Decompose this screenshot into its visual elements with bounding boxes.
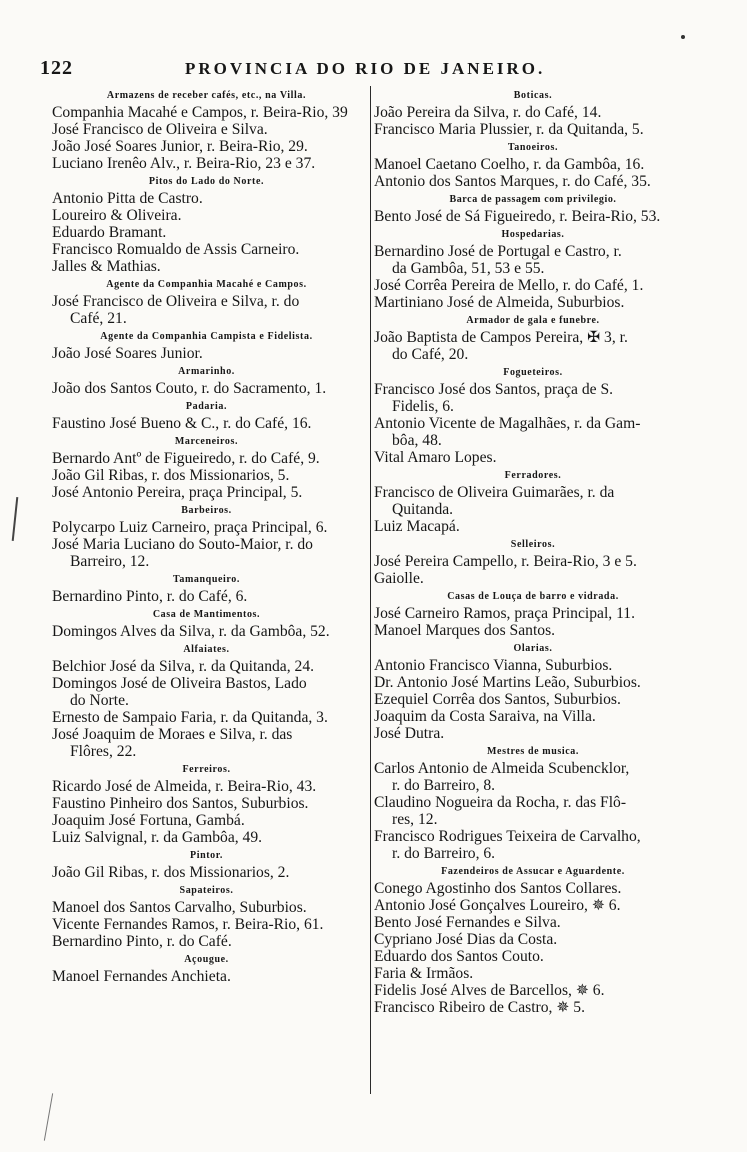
directory-entry [374, 570, 692, 587]
directory-entry [374, 243, 692, 277]
entry-text: Conego Agostinho dos Santos Collares. [374, 880, 622, 897]
section-heading: Barbeiros. [181, 505, 232, 516]
directory-entry [374, 657, 692, 674]
entry-text: Dr. Antonio José Martins Leão, Suburbios. [374, 674, 641, 691]
directory-entry [374, 553, 692, 570]
entry-text: José Carneiro Ramos, praça Principal, 11. [374, 605, 635, 622]
entry-text: Luiz Salvignal, r. da Gambôa, 49. [52, 829, 263, 846]
directory-entry [52, 484, 367, 501]
entry-text: Polycarpo Luiz Carneiro, praça Principal, 6. [52, 519, 328, 536]
entry-text: João dos Santos Couto, r. do Sacramento, 1. [52, 380, 327, 397]
directory-entry [52, 467, 367, 484]
directory-entry [374, 948, 692, 965]
directory-entry [374, 173, 692, 190]
directory-entry [374, 484, 692, 518]
entry-text: Manoel dos Santos Carvalho, Suburbios. [52, 899, 307, 916]
directory-entry [374, 294, 692, 311]
directory-entry [52, 829, 367, 846]
column-rule [370, 86, 371, 1094]
entry-text: João Baptista de Campos Pereira, ✠ 3, r. [374, 329, 628, 346]
entry-continuation: da Gambôa, 51, 53 e 55. [392, 260, 545, 277]
entry-text: Manoel Marques dos Santos. [374, 622, 556, 639]
directory-entry [52, 778, 367, 795]
section-heading: Casa de Mantimentos. [152, 609, 261, 620]
directory-entry [374, 449, 692, 466]
directory-entry [52, 658, 367, 675]
entry-text: Joaquim da Costa Saraiva, na Villa. [374, 708, 596, 725]
entry-text: Carlos Antonio de Almeida Scubencklor, [374, 760, 630, 777]
entry-text: Belchior José da Silva, r. da Quitanda, 24. [52, 658, 315, 675]
entry-text: José Francisco de Oliveira e Silva, r. do [52, 293, 300, 310]
directory-entry [52, 293, 367, 327]
entry-continuation: Café, 21. [70, 310, 127, 327]
entry-continuation: Flôres, 22. [70, 743, 137, 760]
directory-entry [374, 931, 692, 948]
directory-entry [374, 965, 692, 982]
entry-text: João José Soares Junior, r. Beira-Rio, 29. [52, 138, 308, 155]
directory-entry [52, 899, 367, 916]
ink-speck [681, 35, 685, 39]
entry-text: Ezequiel Corrêa dos Santos, Suburbios. [374, 691, 621, 708]
section-heading: Açougue. [184, 954, 229, 965]
entry-text: Joaquim José Fortuna, Gambá. [52, 812, 245, 829]
entry-text: João Pereira da Silva, r. do Café, 14. [374, 104, 602, 121]
directory-entry [52, 258, 367, 275]
entry-continuation: res, 12. [392, 811, 438, 828]
section-heading: Fogueteiros. [503, 367, 563, 378]
entry-text: Francisco Ribeiro de Castro, ✵ 5. [374, 999, 585, 1016]
entry-text: Faria & Irmãos. [374, 965, 474, 982]
section-heading: Hospedarias. [501, 229, 565, 240]
section-heading: Padaria. [185, 401, 228, 412]
directory-entry [374, 208, 692, 225]
entry-text: José Maria Luciano do Souto-Maior, r. do [52, 536, 313, 553]
entry-text: Vicente Fernandes Ramos, r. Beira-Rio, 61. [52, 916, 324, 933]
margin-ink-mark [12, 497, 19, 541]
entry-text: Companhia Macahé e Campos, r. Beira-Rio, 39 [52, 104, 348, 121]
section-heading: Armador de gala e funebre. [466, 315, 600, 326]
section-heading: Selleiros. [510, 539, 556, 550]
entry-text: Loureiro & Oliveira. [52, 207, 182, 224]
entry-text: José Antonio Pereira, praça Principal, 5. [52, 484, 303, 501]
section-heading: Olarias. [513, 643, 553, 654]
section-heading: Ferreiros. [182, 764, 231, 775]
directory-entry [52, 190, 367, 207]
entry-text: Martiniano José de Almeida, Suburbios. [374, 294, 625, 311]
directory-entry [52, 588, 367, 605]
directory-entry [52, 241, 367, 258]
entry-text: Claudino Nogueira da Rocha, r. das Flô- [374, 794, 627, 811]
directory-entry [374, 121, 692, 138]
entry-text: João José Soares Junior. [52, 345, 203, 362]
section-heading: Pitos do Lado do Norte. [148, 176, 265, 187]
entry-continuation: bôa, 48. [392, 432, 442, 449]
directory-entry [52, 155, 367, 172]
directory-entry [52, 726, 367, 760]
entry-text: Faustino Pinheiro dos Santos, Suburbios. [52, 795, 309, 812]
directory-entry [52, 675, 367, 709]
entry-text: Ricardo José de Almeida, r. Beira-Rio, 43. [52, 778, 317, 795]
directory-entry [52, 536, 367, 570]
entry-text: Luciano Irenêo Alv., r. Beira-Rio, 23 e 37. [52, 155, 316, 172]
directory-entry [374, 518, 692, 535]
entry-text: Luiz Macapá. [374, 518, 460, 535]
directory-entry [52, 207, 367, 224]
entry-continuation: Quitanda. [392, 501, 454, 518]
entry-text: Francisco José dos Santos, praça de S. [374, 381, 614, 398]
entry-text: Domingos José de Oliveira Bastos, Lado [52, 675, 307, 692]
section-heading: Casas de Louça de barro e vidrada. [447, 591, 619, 602]
section-heading: Boticas. [513, 90, 553, 101]
entry-continuation: Barreiro, 12. [70, 553, 150, 570]
directory-entry [52, 121, 367, 138]
directory-entry [52, 623, 367, 640]
directory-entry [52, 138, 367, 155]
directory-entry [374, 156, 692, 173]
entry-text: Bernardino Pinto, r. do Café. [52, 933, 232, 950]
entry-text: Bernardino Pinto, r. do Café, 6. [52, 588, 248, 605]
section-heading: Sapateiros. [179, 885, 234, 896]
section-heading: Armarinho. [178, 366, 235, 377]
section-heading: Fazendeiros de Assucar e Aguardente. [441, 866, 625, 877]
directory-entry [52, 450, 367, 467]
entry-text: Bernardino José de Portugal e Castro, r. [374, 243, 622, 260]
section-heading: Armazens de receber cafés, etc., na Villa. [106, 90, 307, 101]
entry-text: José Corrêa Pereira de Mello, r. do Café, 1. [374, 277, 644, 294]
entry-text: Cypriano José Dias da Costa. [374, 931, 558, 948]
directory-entry [374, 999, 692, 1016]
directory-entry [52, 519, 367, 536]
page-number: 122 [40, 57, 73, 79]
right-column [374, 86, 692, 1016]
entry-text: Antonio dos Santos Marques, r. do Café, 35. [374, 173, 651, 190]
section-heading: Marceneiros. [174, 436, 239, 447]
entry-text: José Dutra. [374, 725, 445, 742]
running-head: PROVINCIA DO RIO DE JANEIRO. [185, 59, 546, 78]
directory-entry [374, 897, 692, 914]
directory-entry [374, 725, 692, 742]
directory-entry [52, 916, 367, 933]
entry-text: João Gil Ribas, r. dos Missionarios, 5. [52, 467, 290, 484]
section-heading: Tanoeiros. [507, 142, 559, 153]
entry-text: Francisco Romualdo de Assis Carneiro. [52, 241, 300, 258]
entry-continuation: r. do Barreiro, 8. [392, 777, 496, 794]
directory-entry [52, 795, 367, 812]
entry-text: Manoel Caetano Coelho, r. da Gambôa, 16. [374, 156, 645, 173]
section-heading: Agente da Companhia Campista e Fidelista. [100, 331, 313, 342]
directory-entry [52, 864, 367, 881]
entry-text: Gaiolle. [374, 570, 424, 587]
directory-entry [52, 380, 367, 397]
directory-entry [374, 415, 692, 449]
section-heading: Alfaiates. [183, 644, 230, 655]
entry-text: Domingos Alves da Silva, r. da Gambôa, 52. [52, 623, 330, 640]
entry-text: Antonio José Gonçalves Loureiro, ✵ 6. [374, 897, 621, 914]
entry-text: Faustino José Bueno & C., r. do Café, 16. [52, 415, 312, 432]
section-heading: Barca de passagem com privilegio. [449, 194, 617, 205]
entry-text: Eduardo Bramant. [52, 224, 167, 241]
section-heading: Agente da Companhia Macahé e Campos. [106, 279, 307, 290]
directory-entry [374, 104, 692, 121]
section-heading: Mestres de musica. [487, 746, 579, 757]
directory-entry [374, 880, 692, 897]
entry-text: Antonio Vicente de Magalhães, r. da Gam- [374, 415, 641, 432]
section-heading: Ferradores. [504, 470, 562, 481]
directory-entry [374, 914, 692, 931]
entry-text: José Francisco de Oliveira e Silva. [52, 121, 268, 138]
entry-text: Antonio Pitta de Castro. [52, 190, 203, 207]
directory-entry [374, 674, 692, 691]
entry-text: Vital Amaro Lopes. [374, 449, 497, 466]
entry-text: Francisco Maria Plussier, r. da Quitanda, 5. [374, 121, 644, 138]
entry-text: José Pereira Campello, r. Beira-Rio, 3 e 5. [374, 553, 637, 570]
section-heading: Pintor. [190, 850, 223, 861]
entry-text: José Joaquim de Moraes e Silva, r. das [52, 726, 293, 743]
entry-text: Manoel Fernandes Anchieta. [52, 968, 231, 985]
directory-entry [374, 828, 692, 862]
left-column [52, 86, 367, 985]
directory-entry [374, 691, 692, 708]
entry-continuation: do Norte. [70, 692, 129, 709]
directory-entry [374, 381, 692, 415]
directory-entry [52, 345, 367, 362]
directory-entry [52, 415, 367, 432]
entry-text: Fidelis José Alves de Barcellos, ✵ 6. [374, 982, 605, 999]
entry-text: Bento José de Sá Figueiredo, r. Beira-Rio, 53. [374, 208, 661, 225]
entry-continuation: r. do Barreiro, 6. [392, 845, 496, 862]
entry-continuation: do Café, 20. [392, 346, 469, 363]
margin-ink-mark [44, 1093, 53, 1140]
entry-text: João Gil Ribas, r. dos Missionarios, 2. [52, 864, 290, 881]
directory-entry [52, 968, 367, 985]
section-heading: Tamanqueiro. [173, 574, 240, 585]
entry-text: Bento José Fernandes e Silva. [374, 914, 561, 931]
entry-text: Francisco de Oliveira Guimarães, r. da [374, 484, 615, 501]
entry-continuation: Fidelis, 6. [392, 398, 454, 415]
entry-text: Antonio Francisco Vianna, Suburbios. [374, 657, 613, 674]
entry-text: Francisco Rodrigues Teixeira de Carvalho, [374, 828, 641, 845]
directory-entry [374, 708, 692, 725]
directory-entry [374, 794, 692, 828]
directory-entry [374, 329, 692, 363]
directory-entry [52, 224, 367, 241]
entry-text: Ernesto de Sampaio Faria, r. da Quitanda, 3. [52, 709, 328, 726]
entry-text: Eduardo dos Santos Couto. [374, 948, 544, 965]
entry-text: Jalles & Mathias. [52, 258, 161, 275]
directory-entry [374, 622, 692, 639]
directory-entry [374, 605, 692, 622]
directory-entry [52, 933, 367, 950]
directory-entry [374, 277, 692, 294]
directory-entry [374, 760, 692, 794]
entry-text: Bernardo Antº de Figueiredo, r. do Café, 9. [52, 450, 320, 467]
directory-entry [374, 982, 692, 999]
directory-entry [52, 709, 367, 726]
directory-entry [52, 812, 367, 829]
directory-entry [52, 104, 367, 121]
